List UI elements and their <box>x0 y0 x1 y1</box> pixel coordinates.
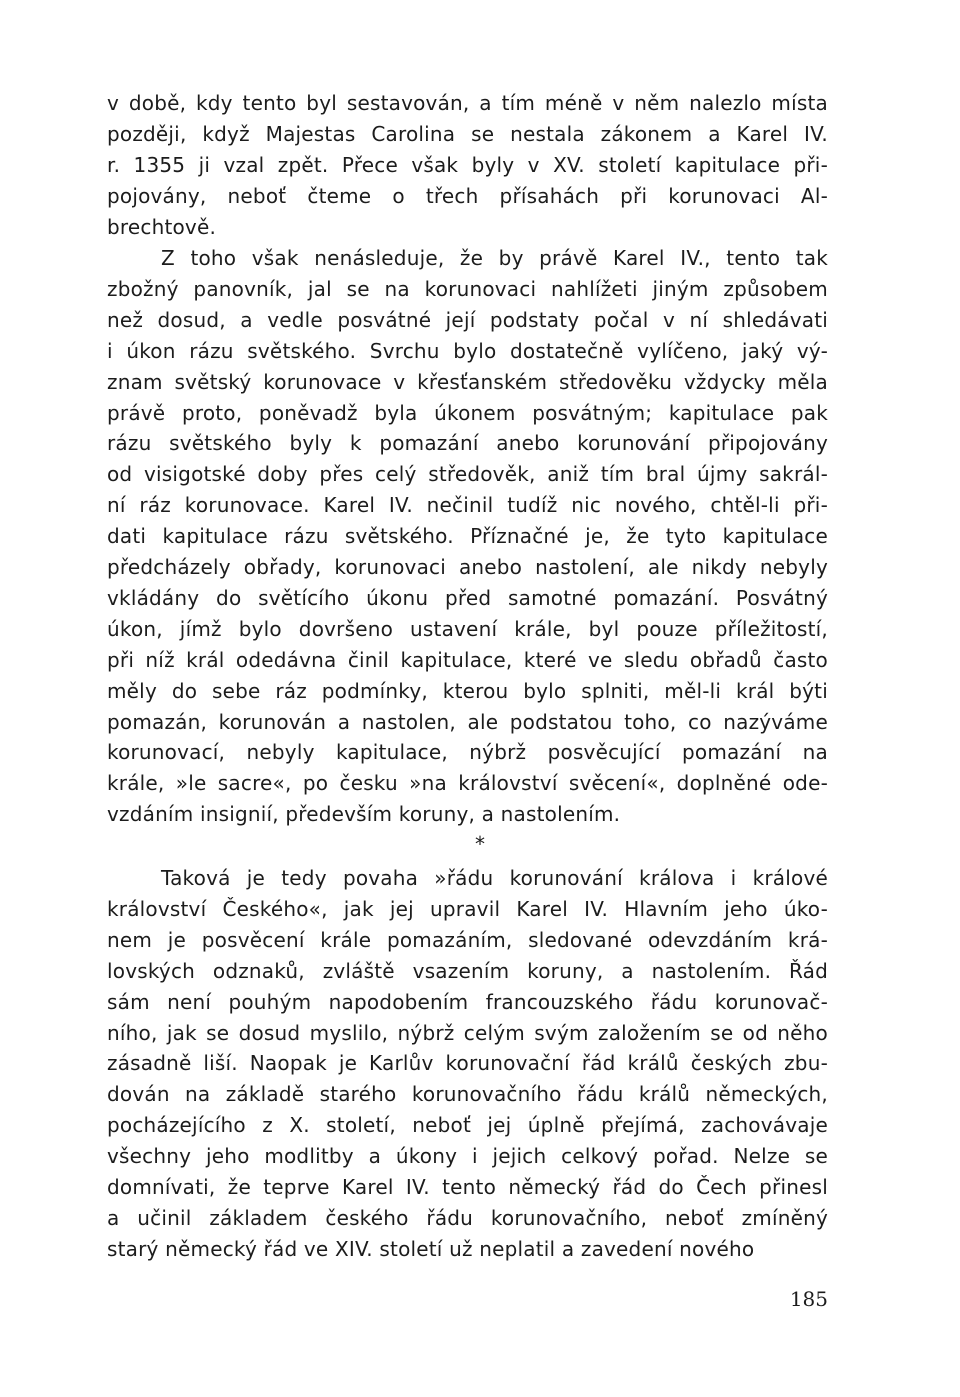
text-line: zásadně liší. Naopak je Karlův korunovační řád králů českých zbu- <box>107 1051 828 1076</box>
text-line: všechny jeho modlitby a úkony i jejich celkový pořad. Nelze se <box>107 1144 828 1169</box>
text-line: při níž král odedávna činil kapitulace, které ve sledu obřadů často <box>107 647 828 672</box>
text-line: zbožný panovník, jal se na korunovaci nahlížeti jiným způsobem <box>107 276 828 301</box>
text-line: krále, »le sacre«, po česku »na království svěcení«, doplněné ode- <box>107 771 828 796</box>
text-line: ního, jak se dosud myslilo, nýbrž celým svým založením se od něho <box>107 1020 828 1045</box>
section-separator: * <box>475 832 485 856</box>
text-line: starý německý řád ve XIV. století už neplatil a zavedení nového <box>107 1236 755 1261</box>
text-line: měly do sebe ráz podmínky, kterou bylo splniti, měl-li král býti <box>107 678 828 703</box>
text-line: brechtově. <box>107 214 217 239</box>
text-line: a učinil základem českého řádu korunovačního, neboť zmíněný <box>107 1205 828 1230</box>
text-line: pojovány, neboť čteme o třech přísahách při korunovaci Al- <box>107 183 828 208</box>
text-line: úkon, jímž bylo dovršeno ustavení krále, byl pouze příležitostí, <box>107 616 828 641</box>
text-line: znam světský korunovace v křesťanském středověku vždycky měla <box>107 369 828 394</box>
text-line: právě proto, poněvadž byla úkonem posvátným; kapitulace pak <box>107 400 828 425</box>
page-number: 185 <box>789 1287 828 1311</box>
text-line: korunovací, nebyly kapitulace, nýbrž posvěcující pomazání na <box>107 740 828 765</box>
text-line: r. 1355 ji vzal zpět. Přece však byly v XV. století kapitulace při- <box>107 152 828 177</box>
text-line: království Českého«, jak jej upravil Karel IV. Hlavním jeho úko- <box>107 896 828 921</box>
text-line: rázu světského byly k pomazání anebo korunování připojovány <box>107 431 828 456</box>
text-line: předcházely obřady, korunovaci anebo nastolení, ale nikdy nebyly <box>107 555 828 579</box>
text-line: Z toho však nenásleduje, že by právě Karel IV., tento tak <box>161 246 828 270</box>
text-line: pocházejícího z X. století, neboť jej úplně přejímá, zachovávaje <box>107 1113 828 1138</box>
text-line: od visigotské doby přes celý středověk, aniž tím bral újmy sakrál- <box>107 462 828 487</box>
text-line: ní ráz korunovace. Karel IV. nečinil tudíž nic nového, chtěl-li při- <box>107 493 828 518</box>
text-line: lovských odznaků, zvláště vsazením koruny, a nastolením. Řád <box>107 958 828 983</box>
text-line: vkládány do světícího úkonu před samotné pomazání. Posvátný <box>107 585 828 610</box>
text-line: dován na základě starého korunovačního řádu králů německých, <box>107 1082 828 1107</box>
text-line: v době, kdy tento byl sestavován, a tím méně v něm nalezlo místa <box>107 91 828 115</box>
text-line: pomazán, korunován a nastolen, ale podstatou toho, co nazýváme <box>107 709 828 734</box>
text-line: než dosud, a vedle posvátné její podstaty počal v ní shledávati <box>107 307 828 332</box>
text-line: domnívati, že teprve Karel IV. tento německý řád do Čech přinesl <box>107 1175 828 1199</box>
text-line: sám není pouhým napodobením francouzského řádu korunovač- <box>107 989 828 1014</box>
text-line: později, když Majestas Carolina se nestala zákonem a Karel IV. <box>107 121 828 146</box>
text-line: nem je posvěcení krále pomazáním, sledované odevzdáním krá- <box>107 927 828 952</box>
text-line: i úkon rázu světského. Svrchu bylo dostatečně vylíčeno, jaký vý- <box>107 338 828 363</box>
text-line: vzdáním insignií, především koruny, a nastolením. <box>107 802 621 827</box>
text-line: dati kapitulace rázu světského. Příznačné je, že tyto kapitulace <box>107 524 828 549</box>
text-line: Taková je tedy povaha »řádu korunování králova i králové <box>161 866 828 890</box>
